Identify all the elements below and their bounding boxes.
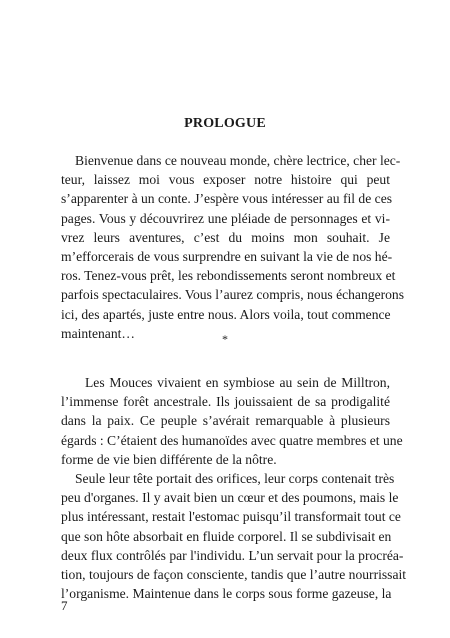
text-line: tion, toujours de façon consciente, tandis que l’autre nourrissait (61, 566, 407, 582)
text-line: forme de vie bien différente de la nôtre. (61, 451, 277, 467)
text-line: parfois spectaculaires. Vous l’aurez compris, nous échangerons (61, 287, 405, 303)
text-line: ros. Tenez-vous prêt, les rebondissements seront nombreux et (61, 268, 396, 284)
text-line: s’apparenter à un conte. J’espère vous intéresser au fil de ces (61, 191, 393, 207)
text-line: que son hôte absorbait en fluide corporel. Il se subdivisait en (61, 528, 392, 544)
chapter-title: PROLOGUE (184, 116, 266, 131)
text-line: m’efforcerais de vous surprendre en suivant la vie de nos hé- (61, 248, 393, 264)
prologue-paragraph (61, 151, 405, 343)
text-line: teur, laissez moi vous exposer notre histoire qui peut (61, 172, 390, 188)
text-line: ici, des apartés, juste entre nous. Alors voila, tout commence (61, 306, 391, 322)
text-line: maintenant… (61, 325, 135, 341)
text-line: Bienvenue dans ce nouveau monde, chère lectrice, cher lec- (75, 153, 401, 168)
text-line: vrez leurs aventures, c’est du moins mon souhait. Je (61, 229, 390, 245)
text-line: Les Mouces vivaient en symbiose au sein de Milltron, (85, 375, 390, 390)
text-line: peu d'organes. Il y avait bien un cœur et des poumons, mais le (61, 490, 399, 506)
text-line: pages. Vous y découvrirez une pléiade de personnages et vi- (61, 210, 390, 226)
text-line: dans la paix. Ce peuple s’avérait remarquable à plusieurs (61, 413, 390, 429)
text-line: plus intéressant, restait l'estomac puisqu’il transformait tout ce (61, 509, 401, 525)
text-line: égards : C’étaient des humanoïdes avec quatre membres et une (61, 432, 403, 448)
text-line: l’organisme. Maintenue dans le corps sous forme gazeuse, la (61, 586, 392, 602)
page-number: 7 (61, 598, 68, 613)
text-line: deux flux contrôlés par l'individu. L’un servait pour la procréa- (61, 547, 404, 563)
section-separator: * (222, 332, 228, 346)
text-line: Seule leur tête portait des orifices, leur corps contenait très (75, 470, 395, 486)
story-paragraph (61, 373, 407, 603)
text-line: l’immense forêt ancestrale. Ils jouissaient de sa prodigalité (61, 394, 390, 410)
